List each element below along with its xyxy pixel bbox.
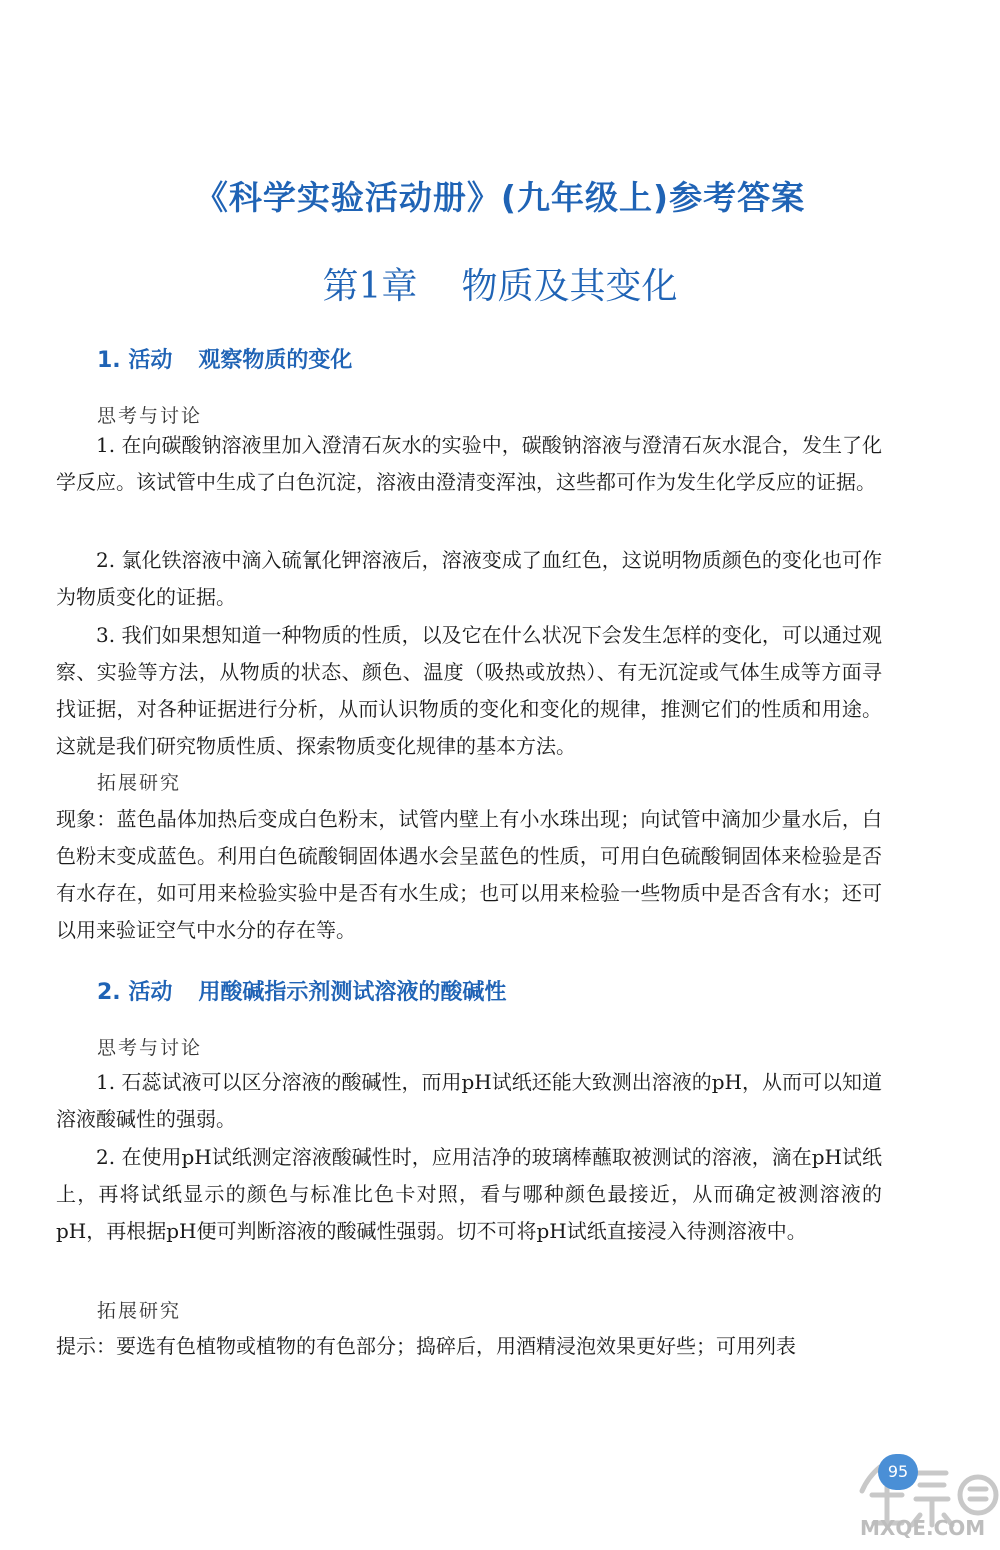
book-title: 《科学实验活动册》(九年级上)参考答案: [194, 178, 806, 217]
paragraph: 提示：要选有色植物或植物的有色部分；捣碎后，用酒精浸泡效果更好些；可用列表: [56, 1334, 796, 1358]
paragraph: 1. 在向碳酸钠溶液里加入澄清石灰水的实验中，碳酸钠溶液与澄清石灰水混合，发生了化学反应。该试管中生成了白色沉淀，溶液由澄清变浑浊，这些都可作为发生化学反应的证据。: [56, 433, 882, 494]
section-title: 观察物质的变化: [198, 348, 353, 373]
paragraph: 现象：蓝色晶体加热后变成白色粉末，试管内壁上有小水珠出现；向试管中滴加少量水后，白色粉末变成蓝色。利用白色硫酸铜固体遇水会呈蓝色的性质，可用白色硫酸铜固体来检验是否有水存在，如可用来检验实验中是否有水生成；也可以用来检验一些物质中是否含有水；还可以用来验证空气中水分的存在等。: [56, 807, 882, 942]
watermark-url: MXQE.COM: [860, 1516, 986, 1540]
section-label: 活动: [128, 980, 173, 1005]
chapter-number: 第1章: [322, 266, 418, 307]
paragraph: 2. 在使用pH试纸测定溶液酸碱性时，应用洁净的玻璃棒蘸取被测试的溶液，滴在pH试纸上，再将试纸显示的颜色与标准比色卡对照，看与哪种颜色最接近，从而确定被测溶液的pH，再根据pH便可判断溶液的酸碱性强弱。切不可将pH试纸直接浸入待测溶液中。: [56, 1145, 882, 1243]
section-number: 1.: [97, 348, 121, 373]
paragraph: 2. 氯化铁溶液中滴入硫氰化钾溶液后，溶液变成了血红色，这说明物质颜色的变化也可作为物质变化的证据。: [56, 548, 882, 609]
think-heading-2: 思考与讨论: [97, 1037, 203, 1059]
extend-heading-2: 拓展研究: [97, 1300, 182, 1322]
section-label: 活动: [128, 348, 173, 373]
section-title: 用酸碱指示剂测试溶液的酸碱性: [198, 980, 507, 1005]
chapter-title: [0, 258, 1000, 309]
think-heading-1: 思考与讨论: [97, 405, 203, 427]
section-number: 2.: [97, 980, 121, 1005]
section-heading-1: [97, 343, 352, 374]
section-heading-2: [97, 975, 506, 1006]
paragraph: 3. 我们如果想知道一种物质的性质，以及它在什么状况下会发生怎样的变化，可以通过观察、实验等方法，从物质的状态、颜色、温度（吸热或放热）、有无沉淀或气体生成等方面寻找证据，对各种证据进行分析，从而认识物质的变化和变化的规律，推测它们的性质和用途。这就是我们研究物质性质、探索物质变化规律的基本方法。: [56, 623, 882, 758]
paragraph: 1. 石蕊试液可以区分溶液的酸碱性，而用pH试纸还能大致测出溶液的pH，从而可以知道溶液酸碱性的强弱。: [56, 1070, 882, 1131]
extend-heading-1: 拓展研究: [97, 772, 182, 794]
page-number: 95: [878, 1454, 918, 1490]
chapter-name: 物质及其变化: [461, 266, 678, 307]
